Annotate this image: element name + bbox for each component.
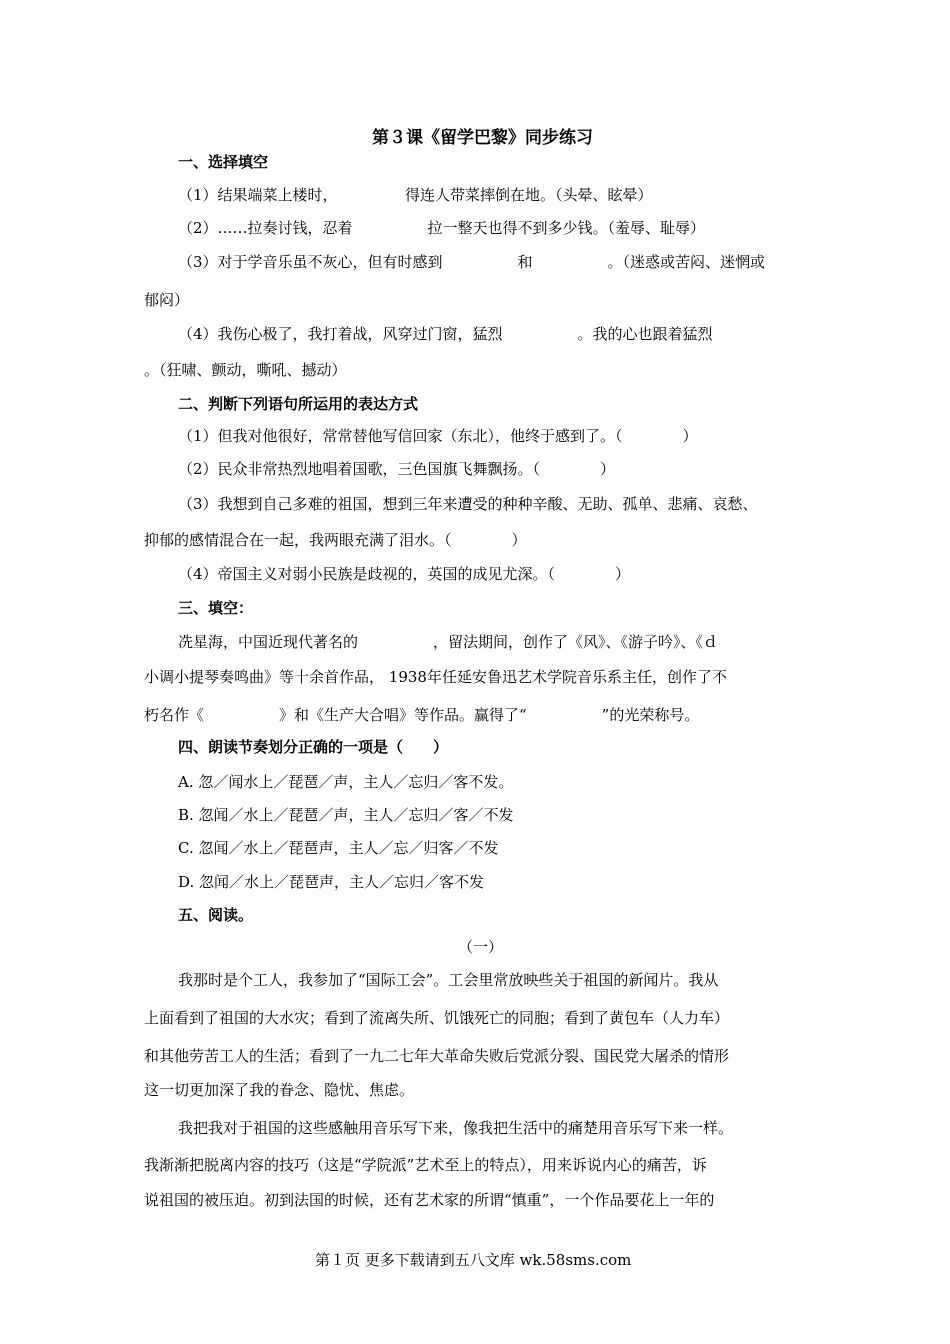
paragraph-line: 和其他劳苦工人的生活；看到了一九二七年大革命失败后党派分裂、国民党大屠杀的情形 — [144, 1047, 730, 1065]
text-line: （1）结果端菜上楼时， 得连人带菜摔倒在地。（头晕、眩晕） — [178, 186, 653, 204]
paragraph-line: 说祖国的被压迫。初到法国的时候，还有艺术家的所谓“慎重”，一个作品要花上一年的 — [144, 1191, 715, 1209]
text-line: （3）对于学音乐虽不灰心，但有时感到 和 。（迷惑或苦闷、迷惘或 — [178, 253, 766, 271]
section-heading: 二、判断下列语句所运用的表达方式 — [178, 395, 419, 413]
option-d: D. 忽闻／水上／琵琶声，主人／忘归／客不发 — [178, 873, 485, 891]
text-line: （2）民众非常热烈地唱着国歌，三色国旗飞舞飘扬。（ ） — [178, 460, 616, 478]
section-heading: 一、选择填空 — [178, 153, 269, 171]
paragraph-line: 我渐渐把脱离内容的技巧（这是“学院派”艺术至上的特点），用来诉说内心的痛苦，诉 — [144, 1156, 707, 1174]
text-line: 郁闷） — [144, 291, 190, 309]
section-heading: 三、填空： — [178, 599, 254, 617]
text-line: （1）但我对他很好，常常替他写信回家（东北），他终于感到了。（ ） — [178, 427, 698, 445]
text-line: 朽名作《 》和《生产大合唱》等作品。赢得了“ ”的光荣称号。 — [144, 706, 700, 724]
page-title: 第３课《留学巴黎》同步练习 — [372, 128, 593, 148]
paragraph-line: 我那时是个工人，我参加了“国际工会”。工会里常放映些关于祖国的新闻片。我从 — [178, 971, 719, 989]
option-b: B. 忽闻／水上／琵琶／声，主人／忘归／客／不发 — [178, 806, 514, 824]
option-c: C. 忽闻／水上／琵琶声，主人／忘／归客／不发 — [178, 839, 499, 857]
paragraph-line: 我把我对于祖国的这些感触用音乐写下来，像我把生活中的痛楚用音乐写下来一样。 — [178, 1119, 734, 1137]
subsection-heading: （一） — [458, 938, 504, 956]
section-heading: 四、朗读节奏划分正确的一项是（ ） — [178, 738, 449, 756]
text-line: （4）我伤心极了，我打着战，风穿过门窗，猛烈 。我的心也跟着猛烈 — [178, 325, 713, 343]
paragraph-line: 上面看到了祖国的大水灾；看到了流离失所、饥饿死亡的同胞；看到了黄包车（人力车） — [144, 1009, 730, 1027]
text-line: 。（狂啸、颤动，嘶吼、撼动） — [144, 361, 347, 379]
paragraph-line: 这一切更加深了我的眷念、隐忧、焦虑。 — [144, 1081, 415, 1099]
page-footer: 第１页 更多下载请到五八文库 wk.58sms.com — [315, 1251, 632, 1269]
section-heading: 五、阅读。 — [178, 906, 254, 924]
text-line: （4）帝国主义对弱小民族是歧视的，英国的成见尤深。（ ） — [178, 565, 631, 583]
option-a: A. 忽／闻水上／琵琶／声，主人／忘归／客不发。 — [178, 773, 514, 791]
text-line: 冼星海，中国近现代著名的 ，留法期间，创作了《风》、《游子吟》、《ｄ — [178, 633, 719, 651]
text-line: （2）……拉奏讨钱，忍着 拉一整天也得不到多少钱。（羞辱、耻辱） — [178, 219, 706, 237]
text-line: 抑郁的感情混合在一起，我两眼充满了泪水。（ ） — [144, 531, 527, 549]
text-line: 小调小提琴奏鸣曲》等十余首作品， 1938年任延安鲁迅艺术学院音乐系主任，创作了不 — [144, 668, 727, 686]
text-line: （3）我想到自己多难的祖国，想到三年来遭受的种种辛酸、无助、孤单、悲痛、哀愁、 — [178, 495, 758, 513]
